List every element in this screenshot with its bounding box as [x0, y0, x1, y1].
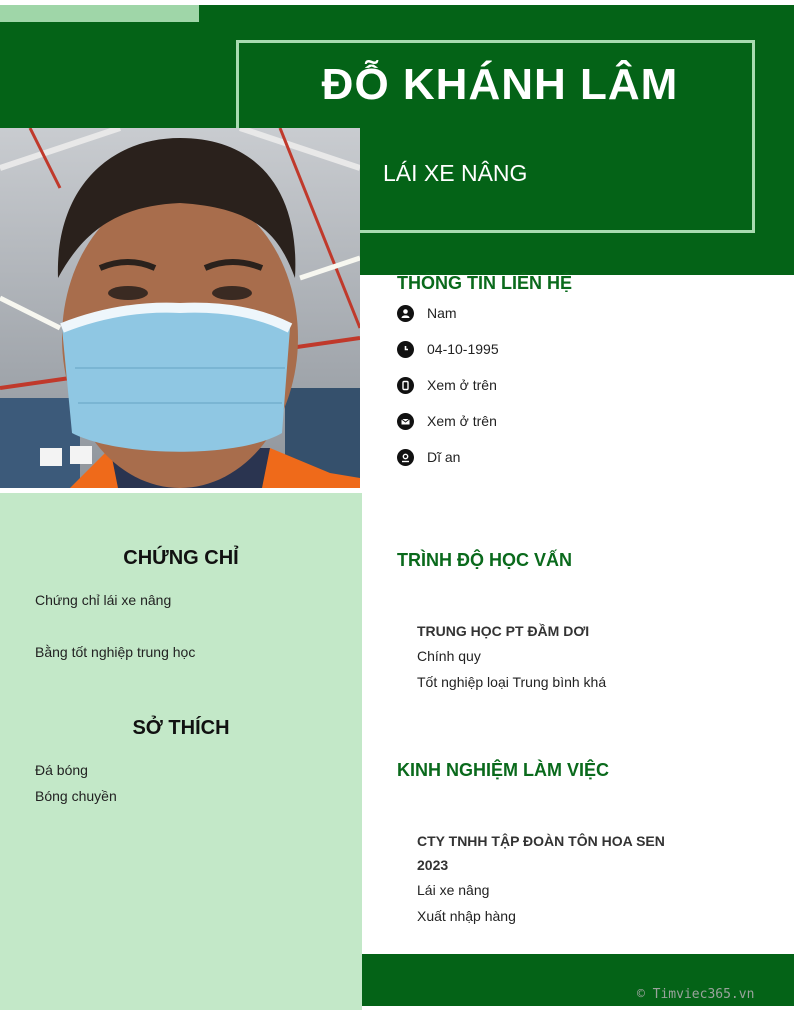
contact-email: Xem ở trên	[427, 413, 497, 429]
contact-address: Dĩ an	[427, 449, 461, 465]
top-accent-strip	[0, 5, 199, 22]
candidate-name: ĐỖ KHÁNH LÂM	[321, 60, 679, 109]
contact-birthdate: 04-10-1995	[427, 341, 499, 357]
header-band-left	[0, 22, 199, 128]
experience-duty: Xuất nhập hàng	[417, 908, 516, 924]
contact-birthdate-row	[397, 338, 499, 360]
contact-address-row	[397, 446, 460, 468]
contact-heading: THÔNG TIN LIÊN HỆ	[397, 273, 572, 292]
education-result: Tốt nghiệp loại Trung bình khá	[417, 674, 607, 690]
education-heading: TRÌNH ĐỘ HỌC VẤN	[397, 550, 572, 570]
experience-role: Lái xe nâng	[417, 882, 490, 898]
phone-icon	[397, 377, 414, 394]
clock-icon	[397, 341, 414, 358]
hobby-item: Bóng chuyền	[35, 788, 117, 804]
contact-phone-row	[397, 374, 497, 396]
contact-phone: Xem ở trên	[427, 377, 497, 393]
profile-photo	[0, 128, 360, 488]
experience-year: 2023	[417, 857, 449, 873]
watermark: © Timviec365.vn	[637, 987, 755, 1002]
contact-gender: Nam	[427, 305, 457, 321]
experience-heading: KINH NGHIỆM LÀM VIỆC	[397, 760, 610, 780]
hobbies-heading: SỞ THÍCH	[132, 717, 230, 739]
contact-gender-row	[397, 302, 457, 324]
certificates-heading: CHỨNG CHỈ	[123, 547, 239, 569]
certificate-item: Bằng tốt nghiệp trung học	[35, 644, 196, 660]
certificate-item: Chứng chỉ lái xe nâng	[35, 592, 172, 608]
contact-email-row	[397, 410, 497, 432]
left-column	[0, 493, 362, 1010]
hobby-item: Đá bóng	[35, 762, 88, 778]
experience-company: CTY TNHH TẬP ĐOÀN TÔN HOA SEN	[417, 833, 665, 849]
education-mode: Chính quy	[417, 648, 481, 664]
job-title: LÁI XE NÂNG	[383, 160, 528, 186]
education-school: TRUNG HỌC PT ĐẦM DƠI	[417, 623, 590, 639]
location-icon	[397, 449, 414, 466]
mail-icon	[397, 413, 414, 430]
person-icon	[397, 305, 414, 322]
